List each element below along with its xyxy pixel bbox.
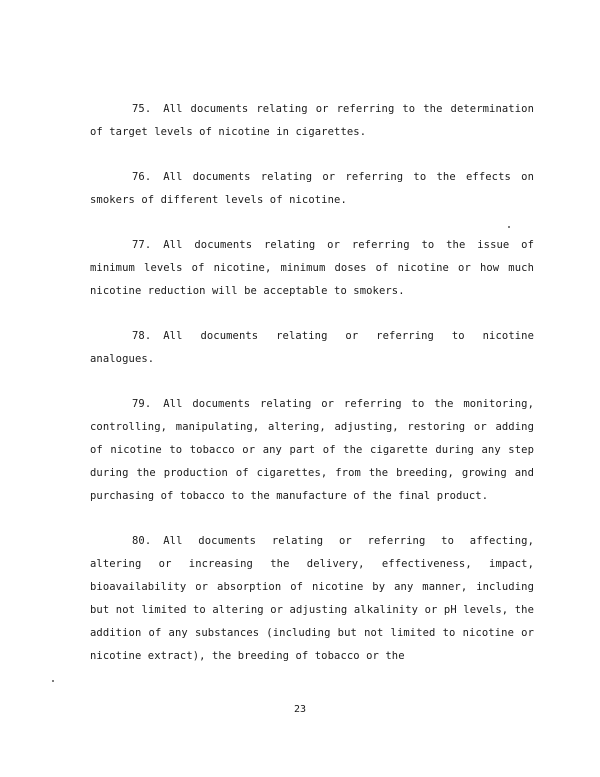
paragraph-number: 80. [132,535,152,547]
page-number: 23 [293,704,307,715]
paragraph-number: 75. [132,103,152,115]
scan-speck [508,226,510,228]
paragraph-text: All documents relating or referring to the determination of target levels of nicotine in cigarettes. [90,103,534,138]
paragraph-text: All documents relating or referring to the issue of minimum levels of nicotine, minimum doses of nicotine or how much nicotine reduction will be acceptable to smokers. [90,239,534,297]
paragraph-number: 78. [132,330,152,342]
paragraph-text: All documents relating or referring to affecting, altering or increasing the delivery, effectiveness, impact, bioavailability or absorption of nicotine by any manner, including but not limited to altering or adjusting alkalinity or pH levels, the addition of any substances (including but not limited to nicotine or nicotine extract), the breeding of tobacco or the [90,535,534,662]
paragraph-number: 76. [132,171,152,183]
paragraph-76 [90,166,534,212]
paragraph-78 [90,325,534,371]
paragraph-77 [90,234,534,303]
paragraph-79 [90,393,534,508]
paragraph-75 [90,98,534,144]
paragraph-text: All documents relating or referring to the monitoring, controlling, manipulating, altering, adjusting, restoring or adding of nicotine to tobacco or any part of the cigarette during any step during the production of cigarettes, from the breeding, growing and purchasing of tobacco to the manufacture of the final product. [90,398,534,502]
paragraph-80 [90,530,534,668]
paragraph-number: 79. [132,398,152,410]
paragraph-text: All documents relating or referring to the effects on smokers of different levels of nicotine. [90,171,534,206]
paragraph-number: 77. [132,239,152,251]
paragraph-text: All documents relating or referring to nicotine analogues. [90,330,534,365]
scan-speck [52,680,54,682]
